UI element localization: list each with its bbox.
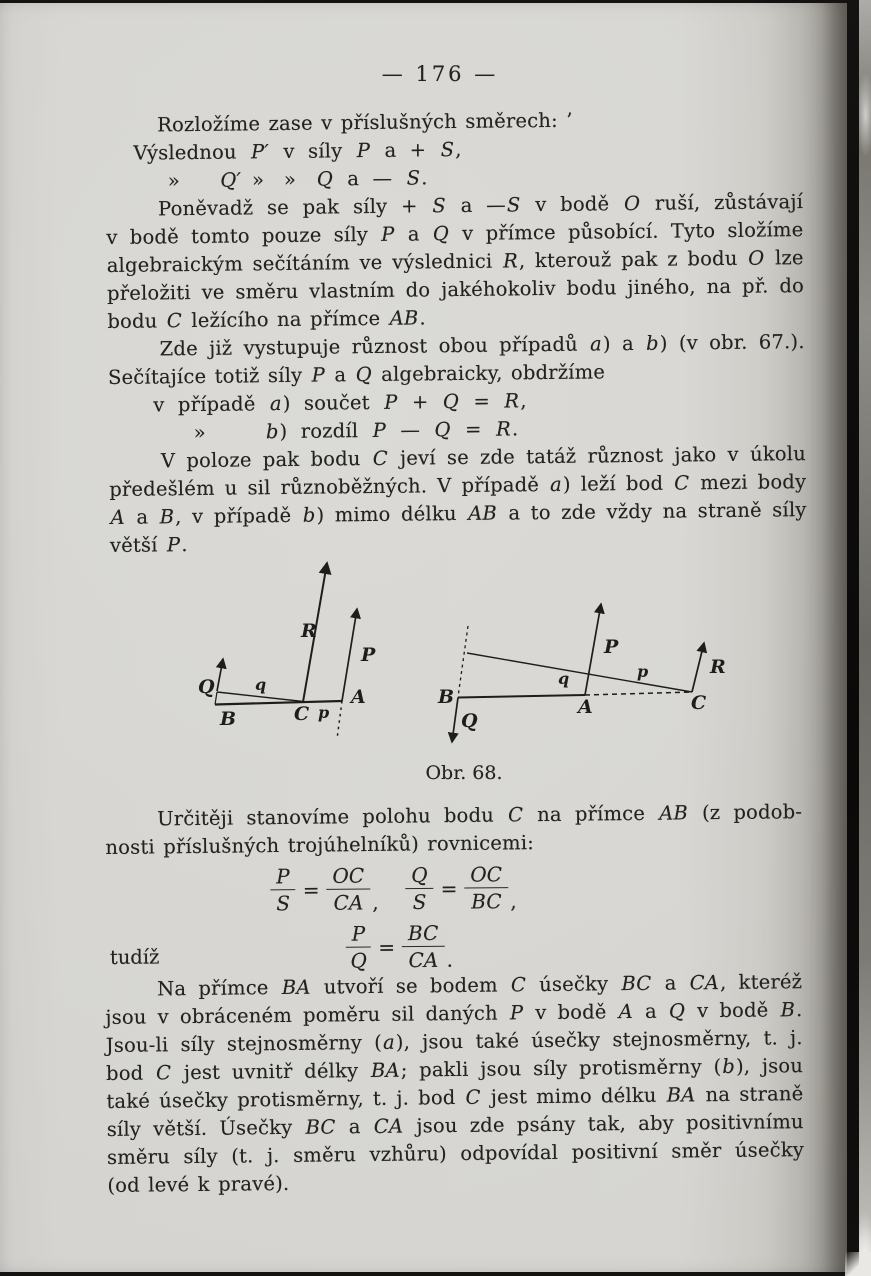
book-gutter-shadow bbox=[847, 0, 859, 1276]
text-line: V poloze pak bodu C jeví se zde tatáž různost jako v úkolu bbox=[160, 442, 807, 473]
page-number: — 176 — bbox=[381, 62, 499, 86]
tudiz-label: tudíž bbox=[109, 945, 160, 969]
label-A: A bbox=[578, 696, 593, 718]
text-line: bod C jest uvnitř délky BA; pakli jsou síly protisměrny (b), jsou bbox=[105, 1054, 804, 1085]
page-edge-strip bbox=[859, 0, 871, 1276]
line-qp bbox=[467, 653, 692, 692]
text-line: » b) rozdíl P — Q = R. bbox=[193, 417, 519, 445]
label-P: P bbox=[361, 644, 376, 666]
diagram-case-b bbox=[452, 604, 707, 742]
body-text-block-3 bbox=[105, 968, 804, 1200]
body-text-block-2 bbox=[105, 798, 803, 862]
text-line: Poněvadž se pak síly + S a —S v bodě O ruší, zůstávají bbox=[157, 190, 804, 221]
label-B: B bbox=[438, 686, 455, 708]
text-line: A a B, v případě b) mimo délku AB a to zde vždy na straně síly bbox=[110, 498, 807, 529]
label-q: q bbox=[255, 675, 267, 694]
text-line: Výslednou P′ v síly P a + S, bbox=[133, 137, 462, 165]
text-line: » Q′ » » Q a — S. bbox=[167, 166, 428, 193]
text-line: Na přímce BA utvoří se bodem C úsečky BC a CA, kteréž bbox=[157, 970, 803, 1001]
text-line: v bodě tomto pouze síly P a Q v přímce působící. Tyto složíme bbox=[106, 218, 804, 249]
punctuation: , bbox=[372, 890, 379, 915]
segment-B bbox=[215, 692, 217, 705]
label-P: P bbox=[604, 636, 619, 658]
text-line: Jsou-li síly stejnosměrny (a), jsou také úsečky stejnosměrny, t. j. bbox=[105, 1026, 803, 1057]
text-line: Rozložíme zase v příslušných směrech: ’ bbox=[157, 108, 573, 137]
label-Q: Q bbox=[461, 710, 478, 732]
punctuation: . bbox=[446, 947, 454, 972]
force-P-arrow bbox=[585, 604, 601, 695]
label-R: R bbox=[301, 620, 317, 642]
text-line: Určitěji stanovíme polohu bodu C na přímce AB (z podob- bbox=[157, 800, 803, 831]
text-line: bodu C ležícího na přímce AB. bbox=[107, 306, 427, 333]
text-line: algebraickým sečítáním ve výslednici R, kterouž pak z bodu O lze bbox=[106, 246, 804, 277]
text-line: v případě a) součet P + Q = R, bbox=[153, 389, 527, 417]
equals-sign: = bbox=[440, 876, 458, 901]
line-BA bbox=[458, 695, 585, 698]
label-R: R bbox=[710, 656, 726, 678]
fraction: $\frac{OC}{CA}$ bbox=[326, 863, 370, 914]
fraction: $\frac{OC}{BC}$ bbox=[464, 862, 508, 913]
figure-caption: Obr. 68. bbox=[425, 762, 503, 784]
equations-block bbox=[105, 855, 803, 984]
text-line: (od levé k pravé). bbox=[107, 1171, 290, 1197]
text-line: Sečítajíce totiž síly P a Q algebraicky, obdržíme bbox=[107, 360, 606, 389]
fraction: $\frac{P}{Q}$ bbox=[346, 921, 372, 972]
text-line: také úsečky protisměrny, t. j. bod C jest mimo délku BA na straně bbox=[106, 1082, 804, 1113]
fraction: $\frac{BC}{CA}$ bbox=[402, 921, 445, 972]
figure-obr-68 bbox=[170, 553, 760, 765]
force-Q-arrow bbox=[217, 659, 223, 691]
label-C: C bbox=[294, 703, 310, 725]
punctuation: , bbox=[510, 889, 517, 914]
text-line: jsou v obráceném poměru sil daných P v bodě A a Q v bodě B. bbox=[105, 998, 803, 1029]
force-R-arrow bbox=[692, 643, 704, 692]
equation-Q-S bbox=[405, 862, 517, 914]
fraction: $\frac{P}{S}$ bbox=[270, 864, 296, 915]
label-p: p bbox=[318, 703, 330, 722]
equation-P-Q bbox=[346, 921, 453, 973]
equation-P-S bbox=[270, 863, 379, 915]
text-line: přeložiti ve směru vlastním do jakéhokoliv bodu jiného, na př. do bbox=[106, 274, 805, 305]
corner-highlight bbox=[845, 1252, 871, 1276]
text-line: nosti příslušných trojúhelníků) rovnicemi: bbox=[105, 831, 535, 859]
P-line-dotted-extension bbox=[337, 701, 342, 739]
label-B: B bbox=[220, 708, 237, 730]
text-line: větší P. bbox=[109, 533, 188, 557]
label-q: q bbox=[558, 669, 570, 688]
line-AC-dashed bbox=[585, 692, 692, 695]
force-diagram-svg bbox=[170, 553, 760, 765]
label-p: p bbox=[637, 662, 649, 681]
text-line: směru síly (t. j. směru vzhůru) odpovídal positivní směr úsečky bbox=[106, 1138, 805, 1169]
dashed-line-above-B bbox=[458, 626, 468, 697]
text-line: Zde již vystupuje různost obou případů a) a b) (v obr. 67.). bbox=[159, 330, 805, 361]
text-line: předešlém u sil různoběžných. V případě a) leží bod C mezi body bbox=[109, 470, 807, 501]
text-line: síly větší. Úsečky BC a CA jsou zde psány tak, aby positivnímu bbox=[106, 1110, 804, 1141]
label-Q: Q bbox=[198, 676, 215, 698]
body-text-block-1 bbox=[105, 104, 807, 560]
equals-sign: = bbox=[378, 934, 396, 959]
label-A: A bbox=[351, 686, 366, 708]
fraction: $\frac{Q}{S}$ bbox=[405, 863, 434, 914]
diagram-case-a bbox=[215, 563, 357, 739]
equals-sign: = bbox=[302, 877, 320, 902]
label-C: C bbox=[691, 692, 707, 714]
